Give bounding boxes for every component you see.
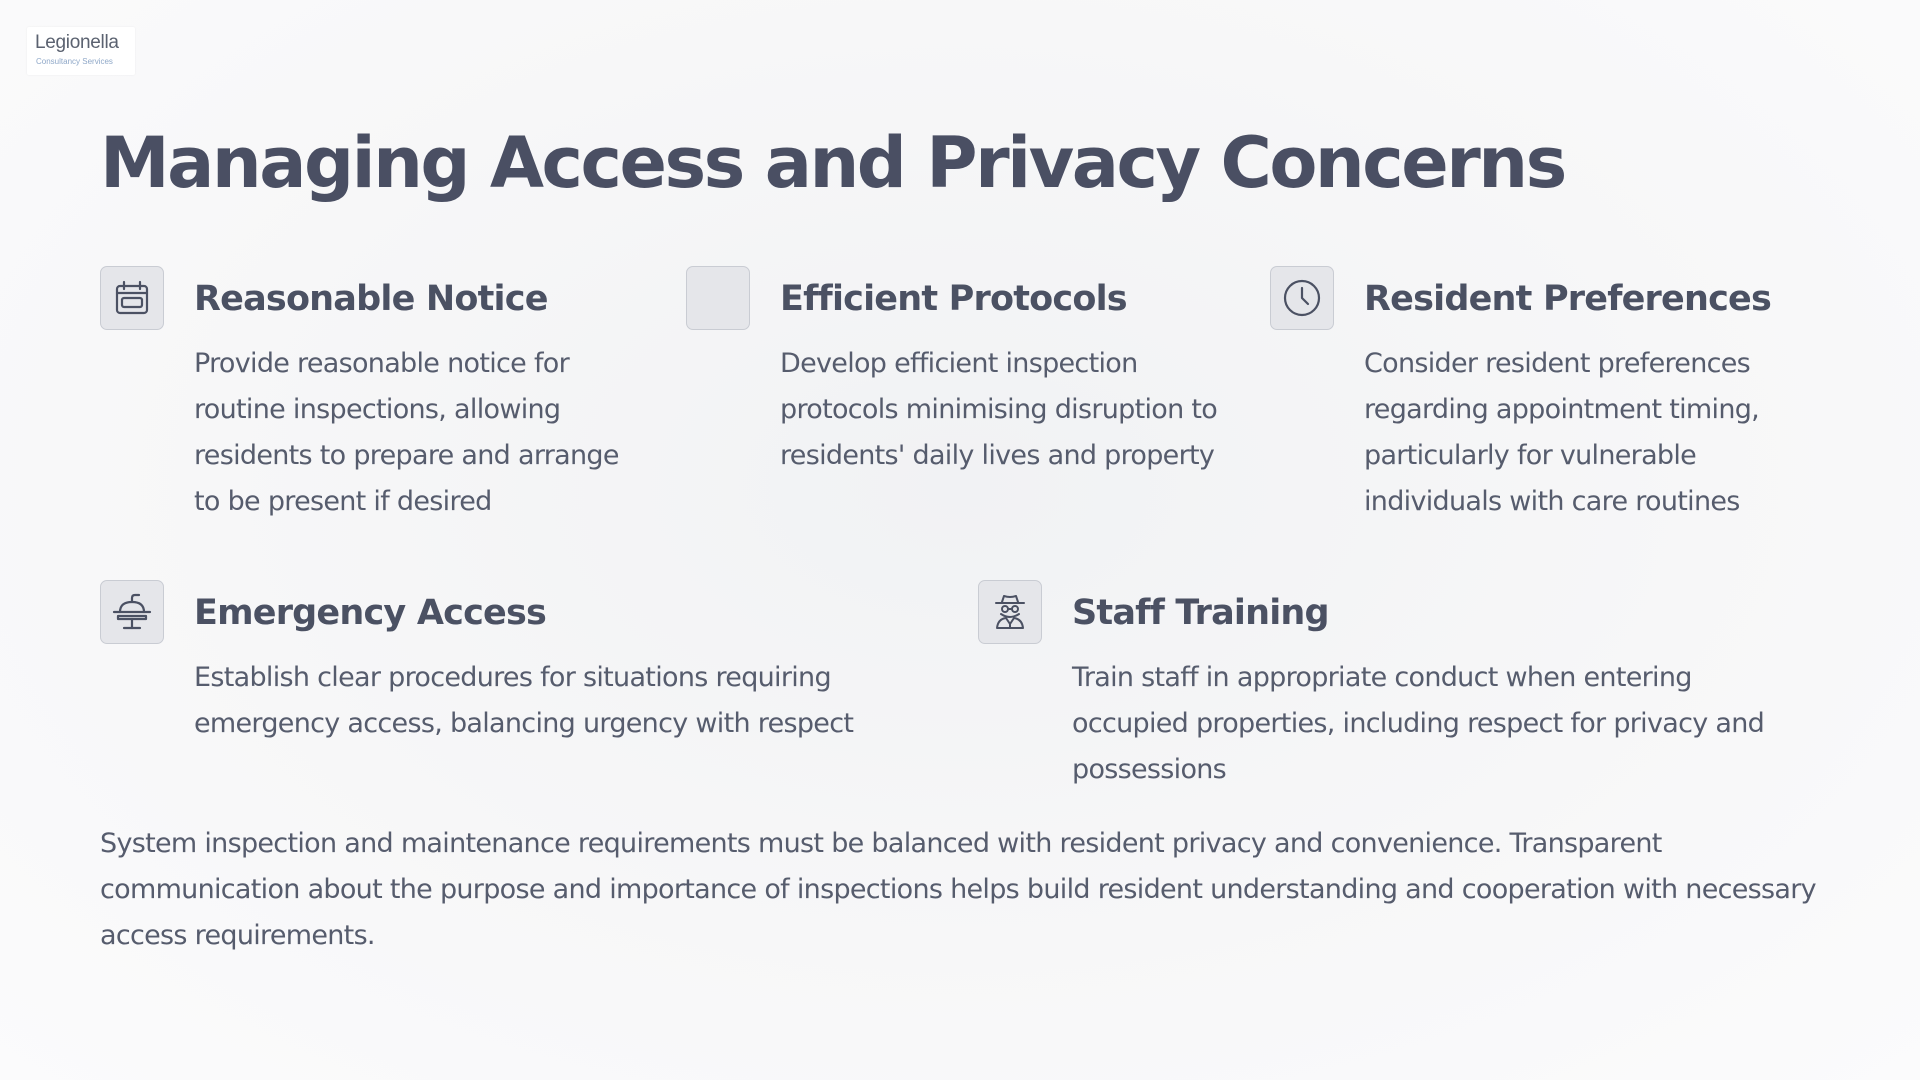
incognito-agent-icon: [978, 580, 1042, 644]
card-body: Develop efficient inspection protocols minimising disruption to residents' daily lives and property: [780, 348, 1218, 471]
calendar-icon: [100, 266, 164, 330]
card-body: Train staff in appropriate conduct when entering occupied properties, including respect for privacy and possessions: [1072, 662, 1765, 785]
card-title: Staff Training: [1072, 593, 1329, 633]
logo-subtitle: Consultancy Services: [36, 57, 113, 66]
summary-paragraph: System inspection and maintenance requirements must be balanced with resident privacy and convenience. Transparent communication about the purpose and importance of inspections helps build resident understanding and cooperation with necessary access requirements.: [100, 828, 1816, 951]
alarm-bell-icon: [100, 580, 164, 644]
logo: [27, 27, 135, 75]
card-body: Consider resident preferences regarding appointment timing, particularly for vulnerable individuals with care routines: [1364, 348, 1760, 517]
clock-icon: [1270, 266, 1334, 330]
blank-icon: [686, 266, 750, 330]
card-title: Resident Preferences: [1364, 279, 1771, 319]
card-title: Efficient Protocols: [780, 279, 1127, 319]
card-title: Emergency Access: [194, 593, 547, 633]
card-title: Reasonable Notice: [194, 279, 548, 319]
page-title: Managing Access and Privacy Concerns: [100, 122, 1565, 204]
card-body: Establish clear procedures for situations requiring emergency access, balancing urgency with respect: [194, 662, 854, 739]
logo-name: Legionella: [35, 32, 119, 53]
card-body: Provide reasonable notice for routine inspections, allowing residents to prepare and arrange to be present if desired: [194, 348, 619, 517]
